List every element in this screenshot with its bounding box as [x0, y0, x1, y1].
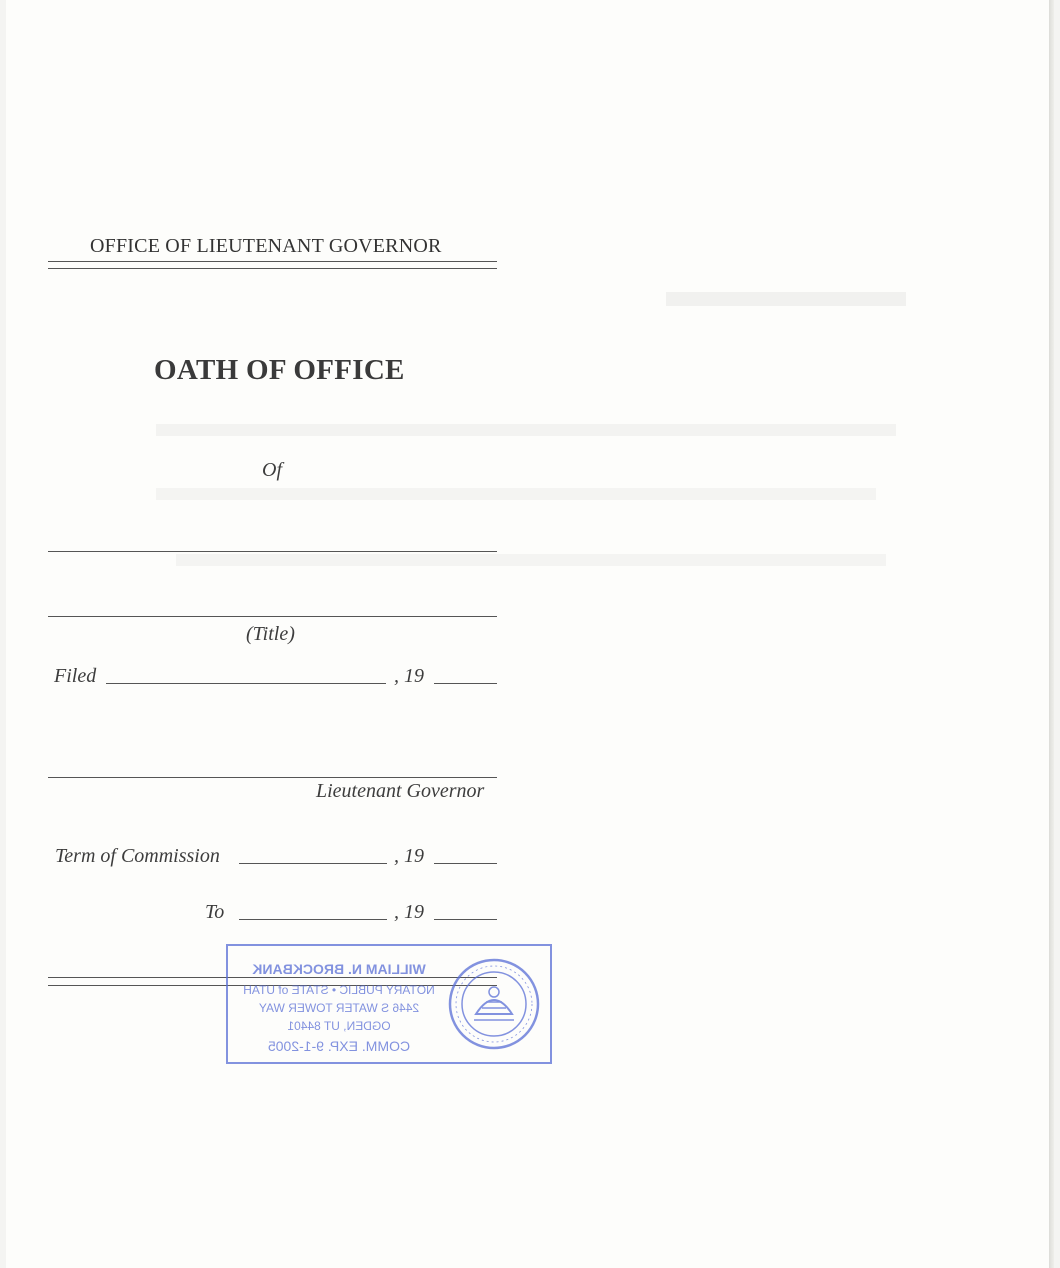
stamp-name: WILLIAM N. BROCKBANK	[252, 961, 426, 977]
term-label: Term of Commission	[55, 845, 220, 867]
lt-governor-signature-line	[48, 777, 497, 778]
notary-stamp	[226, 944, 552, 1064]
title-caption: (Title)	[246, 623, 295, 645]
stamp-line-3: OGDEN, UT 84401	[287, 1019, 391, 1033]
name-line	[48, 551, 497, 552]
oath-title: OATH OF OFFICE	[154, 354, 405, 386]
page-edge	[1049, 0, 1054, 1268]
term-end-year-line	[434, 919, 497, 920]
term-start-year-prefix: , 19	[394, 845, 424, 867]
lt-governor-caption: Lieutenant Governor	[316, 780, 485, 802]
bleed-through-line	[666, 292, 906, 306]
filed-year-prefix: , 19	[394, 665, 424, 687]
filed-label: Filed	[54, 665, 97, 687]
to-label: To	[205, 901, 225, 923]
title-line	[48, 616, 497, 617]
office-heading: OFFICE OF LIEUTENANT GOVERNOR	[90, 235, 442, 257]
stamp-line-4: COMM. EXP. 9-1-2005	[267, 1038, 411, 1054]
of-label: Of	[262, 459, 282, 481]
term-start-line	[239, 863, 387, 864]
state-seal-icon	[446, 956, 542, 1052]
term-end-year-prefix: , 19	[394, 901, 424, 923]
document-page	[6, 0, 1054, 1268]
term-end-line	[239, 919, 387, 920]
filed-date-line	[106, 683, 386, 684]
heading-rule-top	[48, 261, 497, 262]
bleed-through-line	[156, 488, 876, 500]
term-start-year-line	[434, 863, 497, 864]
filed-year-line	[434, 683, 497, 684]
heading-rule-bottom	[48, 268, 497, 269]
bleed-through-line	[176, 554, 886, 566]
stamp-line-1: NOTARY PUBLIC • STATE of UTAH	[243, 983, 435, 997]
bleed-through-line	[156, 424, 896, 436]
stamp-line-2: 2446 S WATER TOWER WAY	[258, 1001, 420, 1015]
